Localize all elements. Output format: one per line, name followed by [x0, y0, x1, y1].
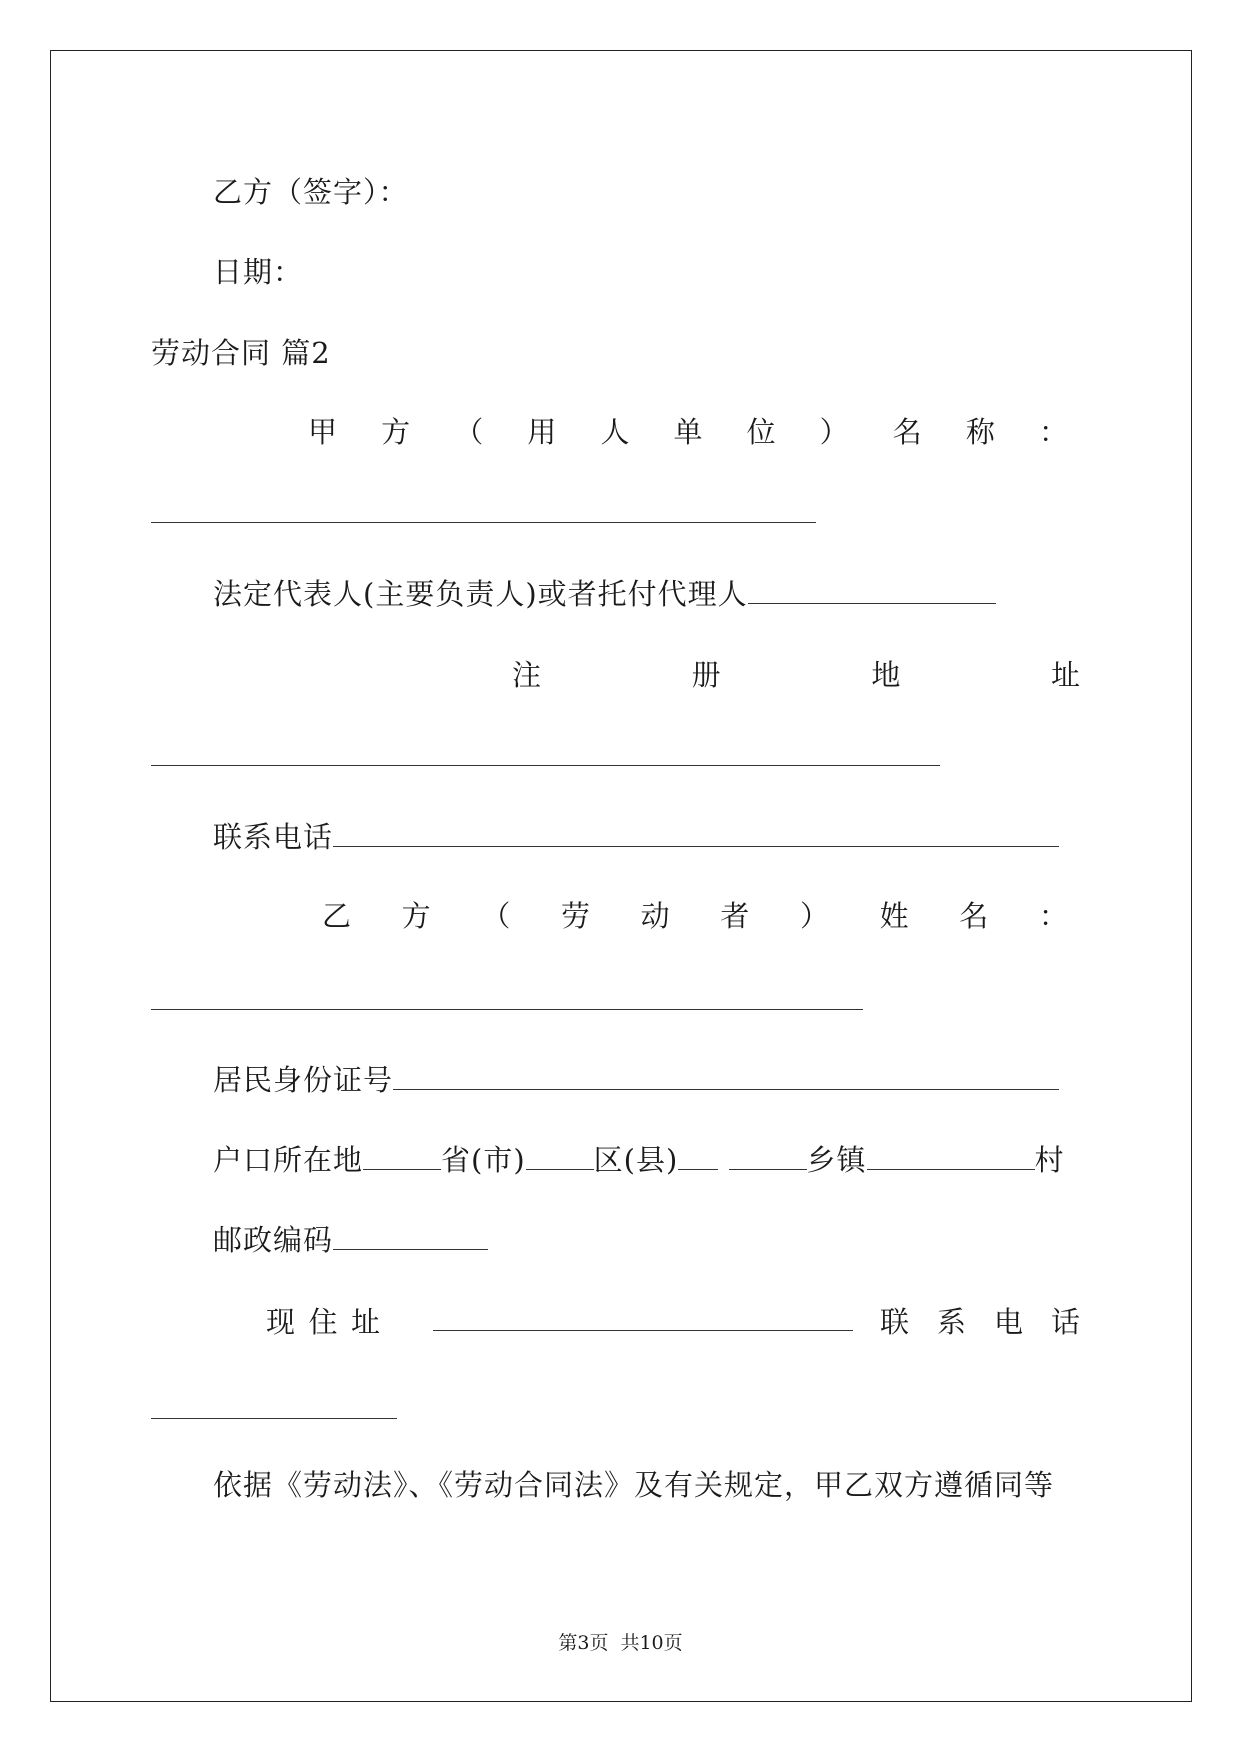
postal-code-line: 邮政编码: [213, 1220, 1241, 1260]
party-b-phone-label: 联 系 电 话: [880, 1305, 1080, 1339]
id-number-line: 居民身份证号: [213, 1060, 1241, 1100]
page-footer: [0, 1630, 1241, 1656]
date-line: 日期：: [213, 255, 304, 289]
party-a-name-label: 甲 方 （ 用 人 单 位 ） 名 称 ：: [308, 415, 1068, 449]
party-b-signature-line: 乙方（签字）：: [213, 175, 409, 209]
party-a-name-blank: [151, 522, 816, 523]
registered-address-blank: [151, 765, 940, 766]
hukou-line: 户口所在地 省(市) 区(县) 乡镇 村: [213, 1143, 1065, 1177]
party-b-phone-blank: [151, 1418, 397, 1419]
page-total: 共10页: [620, 1632, 683, 1654]
page-number: 第3页: [558, 1632, 609, 1654]
party-b-name-blank: [151, 1009, 863, 1010]
party-a-phone-line: 联系电话: [213, 817, 1241, 857]
registered-address-label: 注 册 地 址: [512, 658, 1080, 692]
legal-basis-paragraph: 依据《劳动法》、《劳动合同法》及有关规定，甲乙双方遵循同等: [213, 1468, 1055, 1502]
legal-representative-line: 法定代表人(主要负责人)或者托付代理人: [213, 574, 1241, 614]
current-address-blank: [433, 1330, 853, 1331]
party-b-name-label: 乙 方 （ 劳 动 者 ） 姓 名 ：: [322, 899, 1068, 933]
section-heading: 劳动合同 篇2: [151, 336, 331, 370]
page-border: [50, 50, 1192, 1702]
current-address-label: 现 住 址: [266, 1305, 380, 1339]
